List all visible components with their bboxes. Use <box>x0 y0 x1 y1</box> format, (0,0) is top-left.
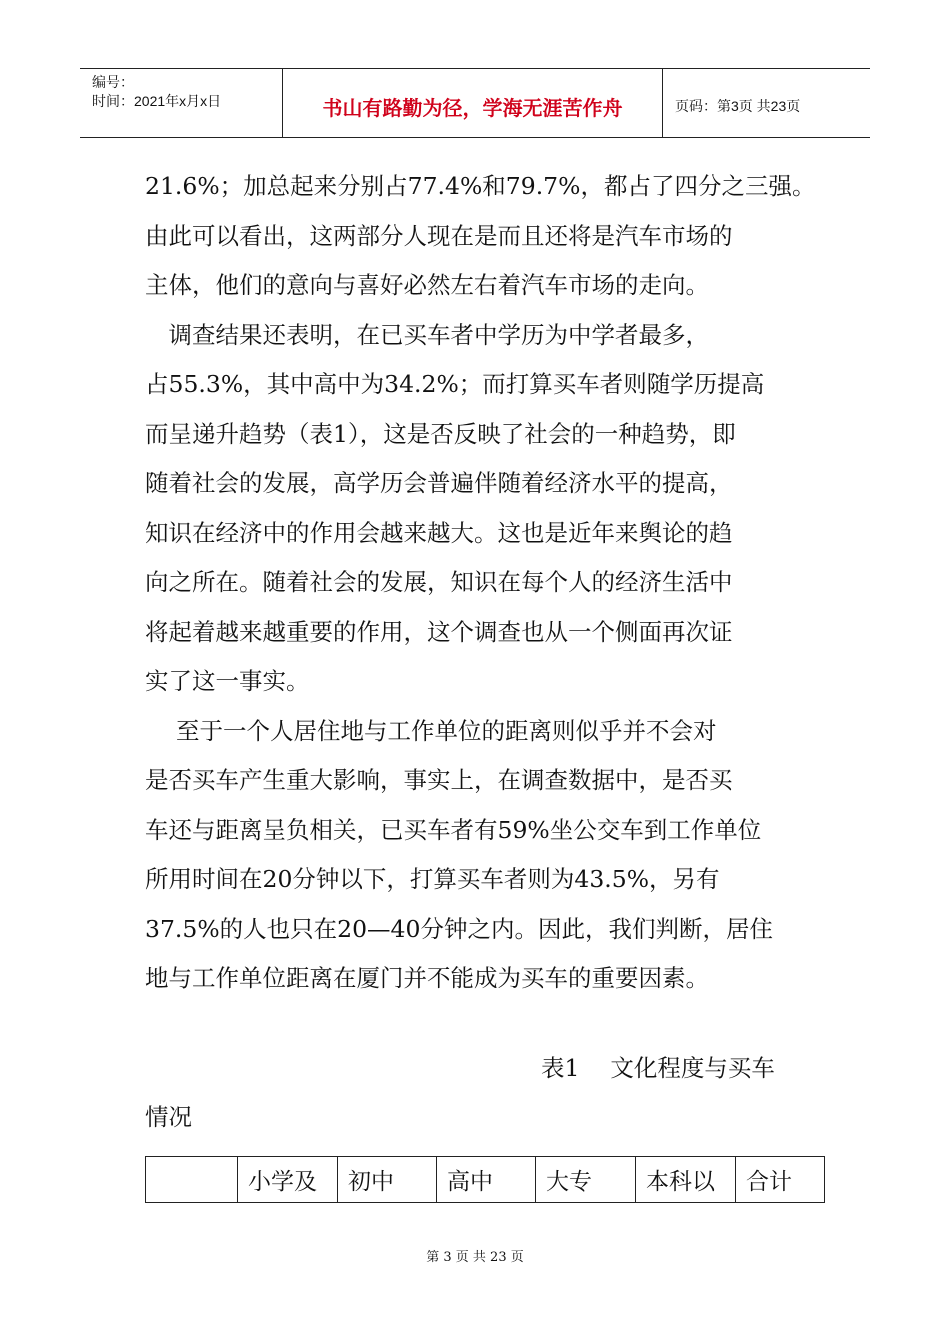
time-label: 时间：2021年x月x日 <box>92 93 222 109</box>
text-line: 将起着越来越重要的作用，这个调查也从一个侧面再次证 <box>145 617 733 646</box>
table-header-cell: 初中 <box>338 1157 437 1203</box>
text-line: 37.5%的人也只在20—40分钟之内。因此，我们判断，居住 <box>145 914 773 943</box>
text-line: 由此可以看出，这两部分人现在是而且还将是汽车市场的 <box>145 221 733 250</box>
table-caption-cont: 情况 <box>145 1103 192 1131</box>
document-body <box>145 162 835 1143</box>
page-footer: 第 3 页 共 23 页 <box>426 1250 524 1265</box>
table-header-cell <box>146 1157 238 1203</box>
text-line: 是否买车产生重大影响，事实上，在调查数据中，是否买 <box>145 766 733 794</box>
text-line: 21.6%；加总起来分别占77.4%和79.7%，都占了四分之三强。 <box>145 172 816 200</box>
text-line: 而呈递升趋势（表1），这是否反映了社会的一种趋势，即 <box>145 419 736 448</box>
text-line: 占55.3%，其中高中为34.2%；而打算买车者则随学历提高 <box>145 370 765 398</box>
table-header-row <box>146 1157 825 1203</box>
text-line: 车还与距离呈负相关，已买车者有59%坐公交车到工作单位 <box>145 815 762 844</box>
text-line: 知识在经济中的作用会越来越大。这也是近年来舆论的趋 <box>145 518 733 547</box>
header-motto: 书山有路勤为径，学海无涯苦作舟 <box>283 69 663 137</box>
header-page-info: 页码：第3页 共23页 <box>675 98 801 114</box>
spacer <box>145 1004 835 1044</box>
table-caption: 表1 文化程度与买车 <box>541 1053 775 1082</box>
header-meta <box>80 69 283 137</box>
text-line: 地与工作单位距离在厦门并不能成为买车的重要因素。 <box>145 964 709 992</box>
text-line: 向之所在。随着社会的发展，知识在每个人的经济生活中 <box>145 568 733 596</box>
text-line: 调查结果还表明，在已买车者中学历为中学者最多， <box>145 320 709 349</box>
table-header-cell: 本科以 <box>636 1157 736 1203</box>
education-table <box>145 1156 825 1203</box>
table-header-cell: 合计 <box>736 1157 825 1203</box>
text-line: 所用时间在20分钟以下，打算买车者则为43.5%，另有 <box>145 865 720 893</box>
page-header <box>80 68 870 138</box>
text-line: 至于一个人居住地与工作单位的距离则似乎并不会对 <box>145 716 717 745</box>
text-line: 实了这一事实。 <box>145 667 310 695</box>
text-line: 随着社会的发展，高学历会普遍伴随着经济水平的提高， <box>145 469 733 497</box>
table-header-cell: 高中 <box>437 1157 536 1203</box>
table-header-cell: 大专 <box>536 1157 636 1203</box>
table-header-cell: 小学及 <box>238 1157 338 1203</box>
number-label: 编号： <box>92 74 134 90</box>
text-line: 主体，他们的意向与喜好必然左右着汽车市场的走向。 <box>145 271 709 299</box>
